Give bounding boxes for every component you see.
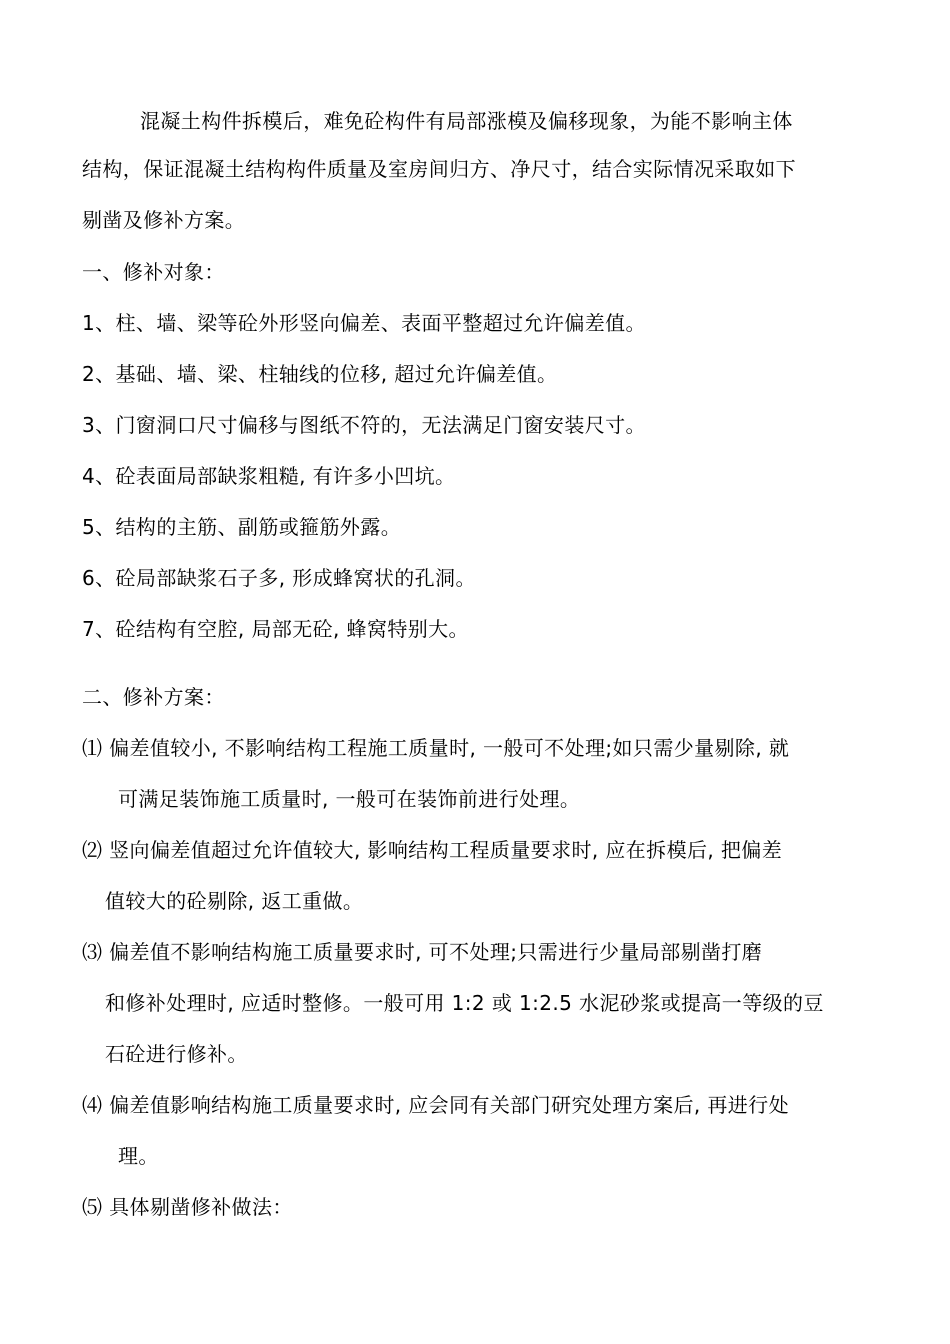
plan-3-line-2: 和修补处理时, 应适时整修。一般可用 1:2 或 1:2.5 水泥砂浆或提高一等级的豆 [105, 991, 824, 1015]
plan-3-line-3: 石砼进行修补。 [105, 1042, 248, 1066]
section-1-item-1: 1、柱、墙、梁等砼外形竖向偏差、表面平整超过允许偏差值。 [82, 311, 646, 335]
plan-5-line-1: ⑸ 具体剔凿修补做法： [82, 1195, 293, 1219]
plan-1-line-1: ⑴ 偏差值较小, 不影响结构工程施工质量时, 一般可不处理;如只需少量剔除, 就 [82, 736, 790, 760]
section-1-item-4: 4、砼表面局部缺浆粗糙, 有许多小凹坑。 [82, 464, 456, 488]
plan-2-line-2: 值较大的砼剔除, 返工重做。 [105, 889, 364, 913]
section-1-item-2: 2、基础、墙、梁、柱轴线的位移, 超过允许偏差值。 [82, 362, 558, 386]
section-1-heading: 一、修补对象： [82, 260, 225, 284]
intro-line-1: 混凝土构件拆模后，难免砼构件有局部涨模及偏移现象，为能不影响主体 [140, 109, 793, 133]
section-1-item-6: 6、砼局部缺浆石子多, 形成蜂窝状的孔洞。 [82, 566, 476, 590]
intro-line-3: 剔凿及修补方案。 [82, 208, 246, 232]
plan-2-line-1: ⑵ 竖向偏差值超过允许值较大, 影响结构工程质量要求时, 应在拆模后, 把偏差 [82, 838, 783, 862]
section-2-heading: 二、修补方案： [82, 685, 225, 709]
plan-4-line-2: 理。 [118, 1144, 159, 1168]
section-1-item-7: 7、砼结构有空腔, 局部无砼, 蜂窝特别大。 [82, 617, 469, 641]
plan-4-line-1: ⑷ 偏差值影响结构施工质量要求时, 应会同有关部门研究处理方案后, 再进行处 [82, 1093, 789, 1117]
plan-3-line-1: ⑶ 偏差值不影响结构施工质量要求时, 可不处理;只需进行少量局部剔凿打磨 [82, 940, 763, 964]
section-1-item-5: 5、结构的主筋、副筋或箍筋外露。 [82, 515, 402, 539]
section-1-item-3: 3、门窗洞口尺寸偏移与图纸不符的，无法满足门窗安装尺寸。 [82, 413, 646, 437]
intro-line-2: 结构，保证混凝土结构构件质量及室房间归方、净尺寸，结合实际情况采取如下 [82, 157, 796, 181]
plan-1-line-2: 可满足装饰施工质量时, 一般可在装饰前进行处理。 [118, 787, 581, 811]
